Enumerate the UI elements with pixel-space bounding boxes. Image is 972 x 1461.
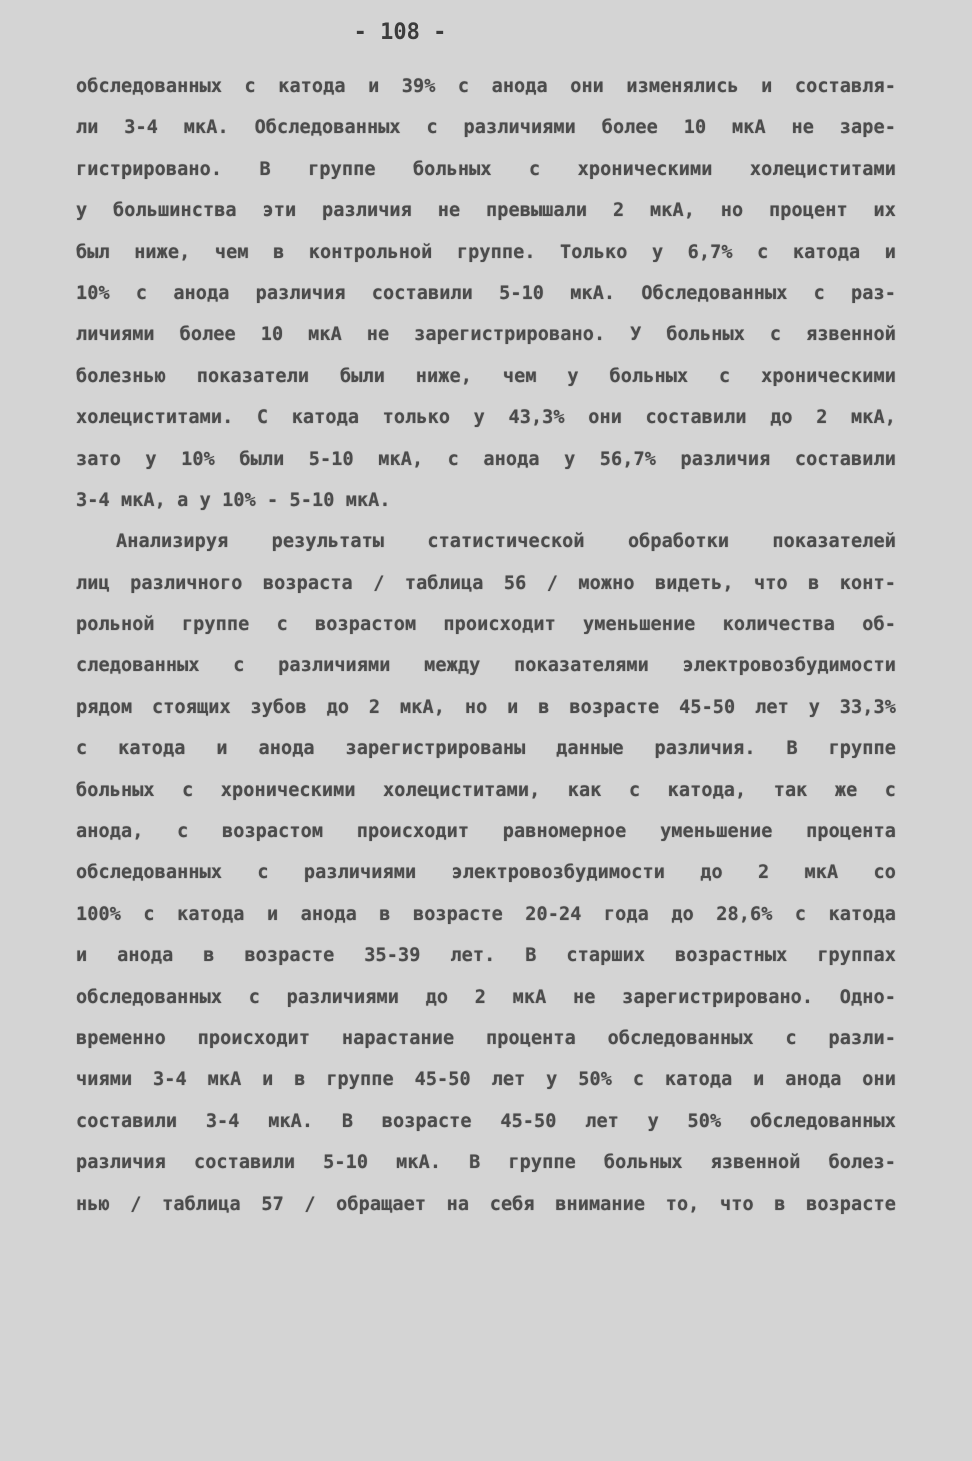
text-line: чиями 3-4 мкА и в группе 45-50 лет у 50% с катода и анода они — [76, 1069, 896, 1091]
page-number: - 108 - — [353, 20, 447, 45]
text-line: нью / таблица 57 / обращает на себя внимание то, что в возрасте — [76, 1193, 896, 1215]
text-line: 10% с анода различия составили 5-10 мкА. Обследованных с раз- — [76, 282, 896, 304]
text-line: и анода в возрасте 35-39 лет. В старших возрастных группах — [76, 945, 896, 967]
body-text — [76, 66, 896, 1225]
text-line: лиц различного возраста / таблица 56 / можно видеть, что в конт- — [76, 572, 896, 594]
text-line: болезнью показатели были ниже, чем у больных с хроническими — [76, 365, 896, 387]
text-line: рядом стоящих зубов до 2 мкА, но и в возрасте 45-50 лет у 33,3% — [76, 696, 896, 718]
text-line: с катода и анода зарегистрированы данные различия. В группе — [76, 738, 896, 760]
text-line: 100% с катода и анода в возрасте 20-24 года до 28,6% с катода — [76, 903, 896, 925]
text-line: 3-4 мкА, а у 10% - 5-10 мкА. — [76, 489, 391, 511]
text-line: холециститами. С катода только у 43,3% они составили до 2 мкА, — [76, 407, 896, 429]
text-line: Анализируя результаты статистической обработки показателей — [116, 531, 896, 553]
text-line: личиями более 10 мкА не зарегистрировано. У больных с язвенной — [76, 324, 896, 346]
text-line: рольной группе с возрастом происходит уменьшение количества об- — [76, 614, 896, 636]
text-line: ли 3-4 мкА. Обследованных с различиями более 10 мкА не заре- — [76, 117, 896, 139]
text-line: обследованных с различиями до 2 мкА не зарегистрировано. Одно- — [76, 986, 896, 1008]
text-line: зато у 10% были 5-10 мкА, с анода у 56,7% различия составили — [76, 448, 896, 470]
text-line: анода, с возрастом происходит равномерное уменьшение процента — [76, 821, 896, 843]
text-line: обследованных с катода и 39% с анода они изменялись и составля- — [76, 76, 896, 97]
text-line: был ниже, чем в контрольной группе. Только у 6,7% с катода и — [76, 241, 896, 263]
text-line: у большинства эти различия не превышали 2 мкА, но процент их — [76, 200, 896, 222]
text-line: гистрировано. В группе больных с хроническими холециститами — [76, 158, 896, 180]
text-line: различия составили 5-10 мкА. В группе больных язвенной болез- — [76, 1152, 896, 1174]
text-line: составили 3-4 мкА. В возрасте 45-50 лет у 50% обследованных — [76, 1110, 896, 1132]
text-line: больных с хроническими холециститами, как с катода, так же с — [76, 779, 896, 801]
text-line: временно происходит нарастание процента обследованных с разли- — [76, 1027, 896, 1049]
text-line: следованных с различиями между показателями электровозбудимости — [76, 655, 896, 677]
text-line: обследованных с различиями электровозбудимости до 2 мкА со — [76, 862, 896, 884]
